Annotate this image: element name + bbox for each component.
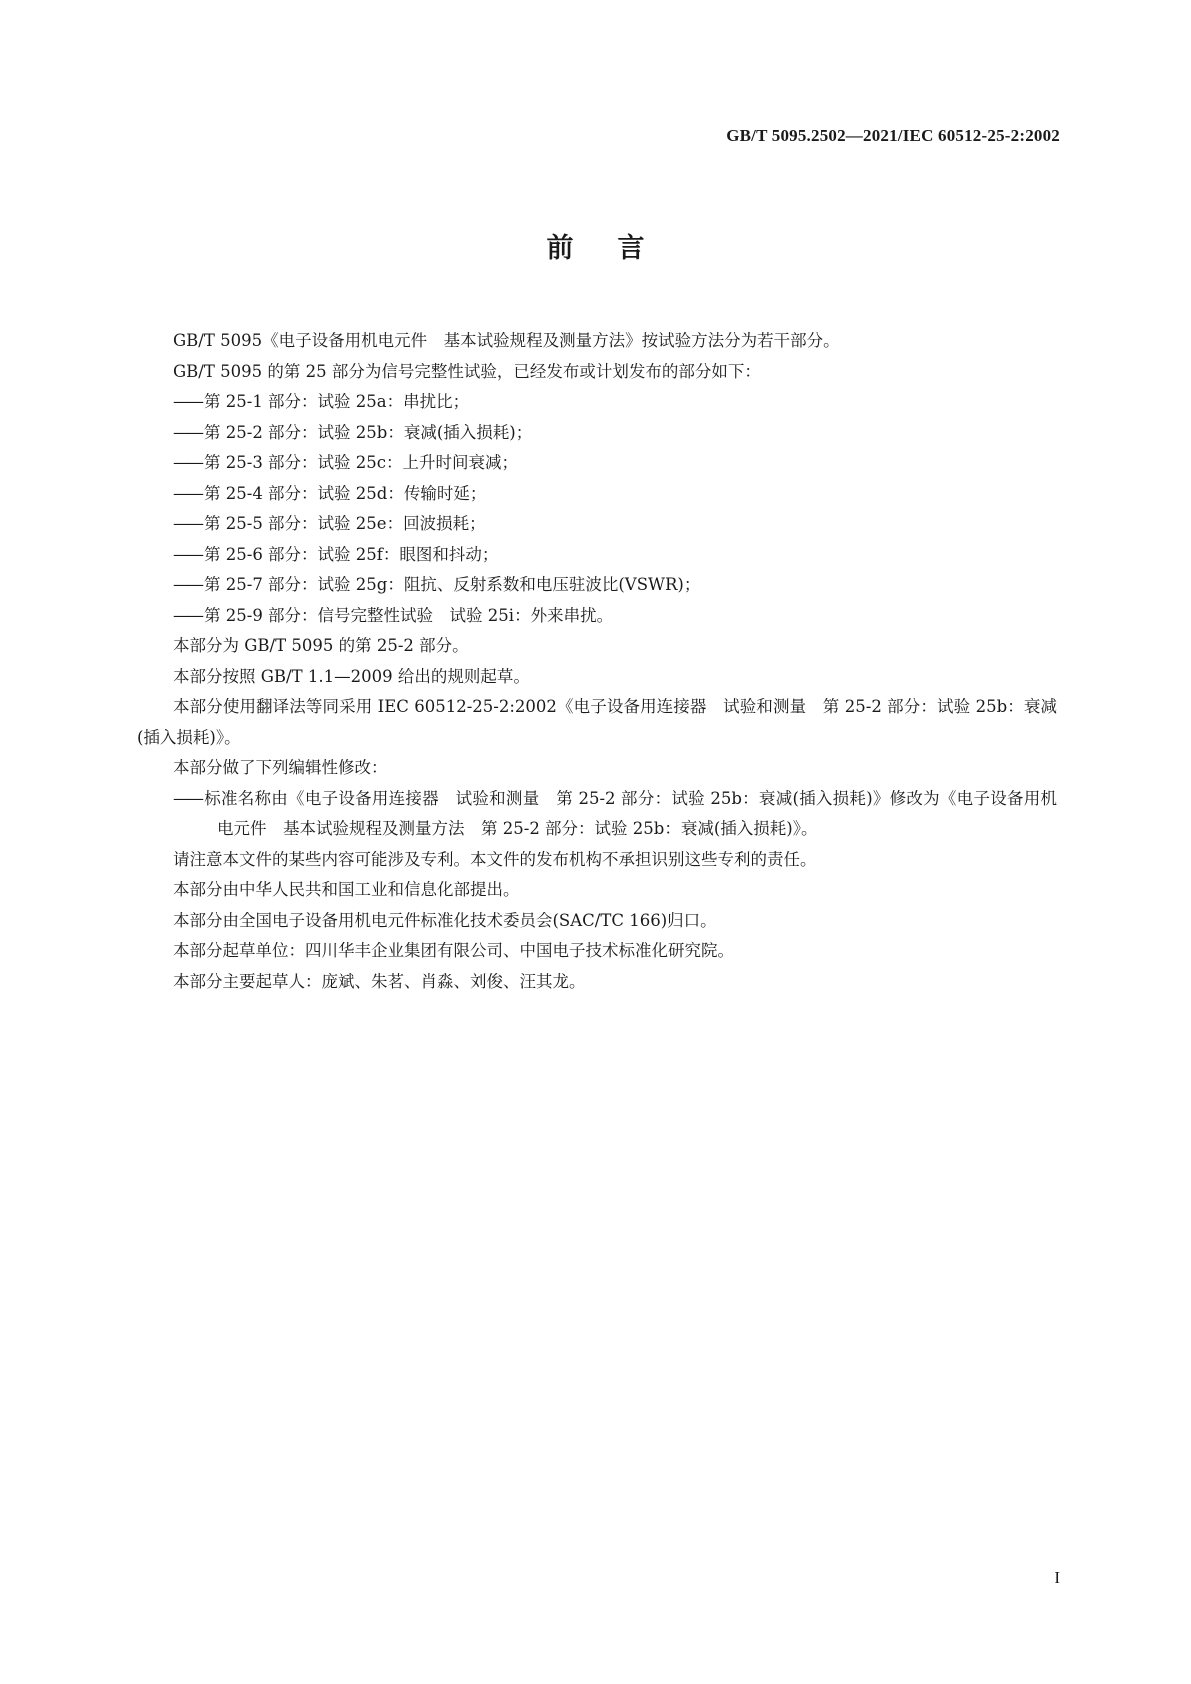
list-item-part-25-1: —— 第 25-1 部分：试验 25a：串扰比； — [173, 392, 470, 411]
paragraph-series-intro: GB/T 5095《电子设备用机电元件 基本试验规程及测量方法》按试验方法分为若干部分。 — [173, 331, 840, 350]
list-dash: —— — [173, 605, 202, 625]
list-dash: —— — [173, 453, 202, 472]
standard-number-header: GB/T 5095.2502—2021/IEC 60512-25-2:2002 — [726, 126, 1060, 145]
list-item-part-25-4: —— 第 25-4 部分：试验 25d：传输时延； — [173, 483, 487, 503]
paragraph-edits-intro: 本部分做了下列编辑性修改： — [173, 758, 388, 777]
list-dash: —— — [173, 483, 202, 503]
list-item-part-25-2: —— 第 25-2 部分：试验 25b：衰减(插入损耗)； — [173, 422, 533, 442]
list-item-part-25-3: —— 第 25-3 部分：试验 25c：上升时间衰减； — [173, 453, 519, 472]
page-title: 前言 — [546, 233, 689, 264]
list-dash: —— — [173, 514, 202, 533]
list-dash: —— — [173, 575, 202, 594]
paragraph-drafters: 本部分主要起草人：庞斌、朱茗、肖淼、刘俊、汪其龙。 — [173, 971, 586, 991]
list-item-edit-title: —— 标准名称由《电子设备用连接器 试验和测量 第 25-2 部分：试验 25b：衰减(插入损耗)》修改为《电子设备用机电元件 基本试验规程及测量方法 第 25-2 部分：试验 25b：衰减(插入损耗)》。 — [173, 788, 1057, 838]
foreword-body — [137, 326, 1057, 997]
list-dash: —— — [173, 392, 202, 411]
page-number: I — [1054, 1568, 1060, 1587]
list-dash: —— — [173, 544, 202, 564]
paragraph-patent-notice: 请注意本文件的某些内容可能涉及专利。本文件的发布机构不承担识别这些专利的责任。 — [173, 849, 817, 869]
list-item-part-25-5: —— 第 25-5 部分：试验 25e：回波损耗； — [173, 514, 486, 533]
paragraph-this-part: 本部分为 GB/T 5095 的第 25-2 部分。 — [173, 636, 469, 655]
paragraph-proposed-by: 本部分由中华人民共和国工业和信息化部提出。 — [173, 880, 520, 899]
paragraph-part25-intro: GB/T 5095 的第 25 部分为信号完整性试验，已经发布或计划发布的部分如下： — [173, 361, 761, 381]
list-item-part-25-9: —— 第 25-9 部分：信号完整性试验 试验 25i：外来串扰。 — [173, 605, 614, 625]
list-dash: —— — [173, 422, 202, 442]
paragraph-drafting-units: 本部分起草单位：四川华丰企业集团有限公司、中国电子技术标准化研究院。 — [173, 941, 734, 960]
list-item-part-25-6: —— 第 25-6 部分：试验 25f：眼图和抖动； — [173, 544, 499, 564]
list-dash: —— — [173, 788, 202, 808]
paragraph-adoption: 本部分使用翻译法等同采用 IEC 60512-25-2:2002《电子设备用连接器 试验和测量 第 25-2 部分：试验 25b：衰减(插入损耗)》。 — [137, 697, 1057, 747]
paragraph-under-jurisdiction: 本部分由全国电子设备用机电元件标准化技术委员会(SAC/TC 166)归口。 — [173, 910, 717, 930]
paragraph-drafting-rules: 本部分按照 GB/T 1.1—2009 给出的规则起草。 — [173, 666, 530, 686]
list-item-part-25-7: —— 第 25-7 部分：试验 25g：阻抗、反射系数和电压驻波比(VSWR)； — [173, 575, 701, 594]
